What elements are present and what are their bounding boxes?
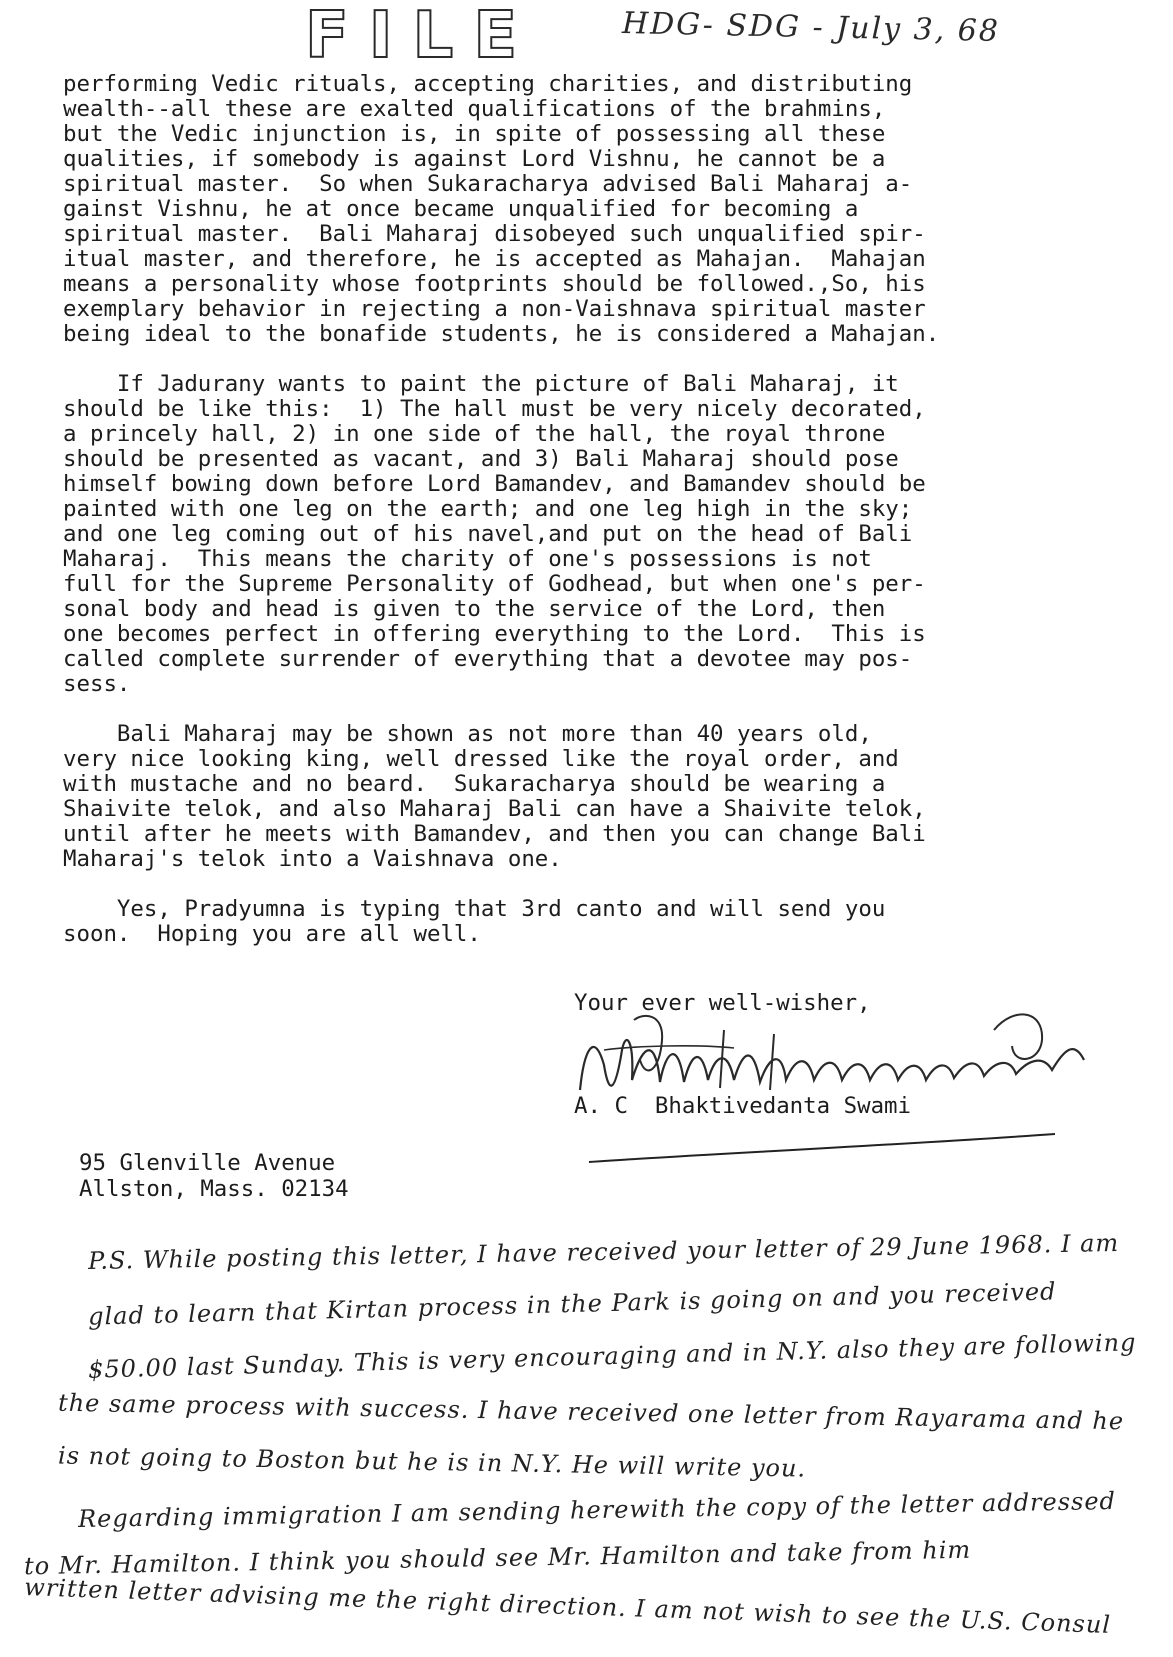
text-line: itual master, and therefore, he is accepted as Mahajan. Mahajan xyxy=(63,246,926,272)
text-line: sess. xyxy=(63,671,131,697)
text-line: wealth--all these are exalted qualifications of the brahmins, xyxy=(63,96,886,122)
signer-name: A. C Bhaktivedanta Swami xyxy=(574,1093,912,1119)
text-line: means a personality whose footprints should be followed.,So, his xyxy=(63,271,926,297)
text-line: Bali Maharaj may be shown as not more than 40 years old, xyxy=(63,721,872,747)
text-line: gainst Vishnu, he at once became unqualified for becoming a xyxy=(63,196,859,222)
text-line: performing Vedic rituals, accepting charities, and distributing xyxy=(63,71,913,97)
text-line: Yes, Pradyumna is typing that 3rd canto and will send you xyxy=(63,896,886,922)
text-line: very nice looking king, well dressed like the royal order, and xyxy=(63,746,899,772)
text-line: If Jadurany wants to paint the picture of Bali Maharaj, it xyxy=(63,371,899,397)
text-line: should be presented as vacant, and 3) Bali Maharaj should pose xyxy=(63,446,899,472)
text-line: spiritual master. So when Sukaracharya advised Bali Maharaj a- xyxy=(63,171,913,197)
text-line: painted with one leg on the earth; and one leg high in the sky; xyxy=(63,496,913,522)
text-line: spiritual master. Bali Maharaj disobeyed such unqualified spir- xyxy=(63,221,926,247)
postscript-line: the same process with success. I have received one letter from Rayarama and he xyxy=(57,1388,1125,1436)
text-line: but the Vedic injunction is, in spite of possessing all these xyxy=(63,121,886,147)
text-line: Maharaj's telok into a Vaishnava one. xyxy=(63,846,562,872)
text-line: soon. Hoping you are all well. xyxy=(63,921,481,947)
address-block xyxy=(79,1150,349,1202)
address-line: Allston, Mass. 02134 xyxy=(79,1176,349,1202)
text-line: until after he meets with Bamandev, and then you can change Bali xyxy=(63,821,926,847)
text-line: sonal body and head is given to the service of the Lord, then xyxy=(63,596,886,622)
text-line: qualities, if somebody is against Lord Vishnu, he cannot be a xyxy=(63,146,886,172)
text-line: called complete surrender of everything that a devotee may pos- xyxy=(63,646,913,672)
postscript-line: glad to learn that Kirtan process in the Park is going on and you received xyxy=(87,1277,1057,1331)
text-line: Shaivite telok, and also Maharaj Bali can have a Shaivite telok, xyxy=(63,796,926,822)
text-line: himself bowing down before Lord Bamandev, and Bamandev should be xyxy=(63,471,926,497)
postscript-line: written letter advising me the right direction. I am not wish to see the U.S. Consul xyxy=(23,1573,1112,1639)
postscript-line: P.S. While posting this letter, I have received your letter of 29 June 1968. I am xyxy=(87,1229,1120,1275)
postscript-line: $50.00 last Sunday. This is very encouraging and in N.Y. also they are following xyxy=(87,1328,1137,1384)
postscript-line: to Mr. Hamilton. I think you should see Mr. Hamilton and take from him xyxy=(23,1535,972,1581)
postscript-line: is not going to Boston but he is in N.Y. He will write you. xyxy=(57,1441,807,1483)
text-line: a princely hall, 2) in one side of the hall, the royal throne xyxy=(63,421,886,447)
text-line: with mustache and no beard. Sukaracharya should be wearing a xyxy=(63,771,886,797)
address-line: 95 Glenville Avenue xyxy=(79,1150,336,1176)
text-line: exemplary behavior in rejecting a non-Vaishnava spiritual master xyxy=(63,296,926,322)
handwritten-postscript xyxy=(0,1220,1173,1657)
text-line: full for the Supreme Personality of Godhead, but when one's per- xyxy=(63,571,926,597)
text-line: Maharaj. This means the charity of one's possessions is not xyxy=(63,546,872,572)
closing: Your ever well-wisher, xyxy=(574,990,871,1016)
signature-underline xyxy=(585,1128,1065,1168)
text-line: being ideal to the bonafide students, he is considered a Mahajan. xyxy=(63,321,940,347)
handwritten-reference: HDG- SDG - July 3, 68 xyxy=(621,6,1001,49)
text-line: should be like this: 1) The hall must be very nicely decorated, xyxy=(63,396,926,422)
text-line: one becomes perfect in offering everything to the Lord. This is xyxy=(63,621,926,647)
postscript-line: Regarding immigration I am sending herewith the copy of the letter addressed xyxy=(77,1486,1117,1534)
file-stamp: FILE xyxy=(305,0,538,73)
text-line: and one leg coming out of his navel,and put on the head of Bali xyxy=(63,521,913,547)
